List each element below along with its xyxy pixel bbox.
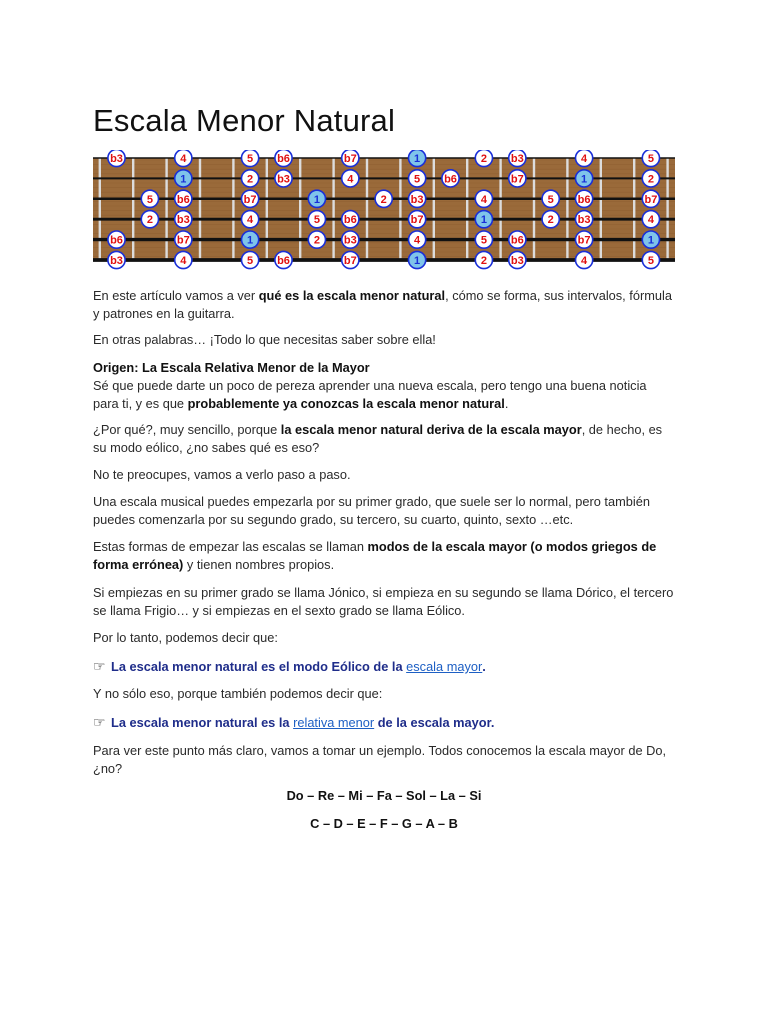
note-label: b3 [110,153,123,165]
note-label: 2 [146,214,153,227]
note-label: b7 [577,234,591,247]
note-label: 4 [480,193,487,206]
highlight-relative [93,713,675,732]
note-label: b3 [577,214,591,227]
note-label: 1 [414,255,421,267]
highlight-aeolian-end: . [482,659,486,674]
note-label: 5 [146,193,153,206]
note-label: 4 [581,153,588,165]
note-label: 2 [380,193,387,206]
note-label: b3 [510,255,524,267]
note-label: b7 [176,234,190,247]
note-label: b7 [343,255,357,267]
intro-text: En este artículo vamos a ver [93,288,259,303]
note-label: 1 [180,173,187,186]
note-label: b3 [410,193,424,206]
note-label: 5 [414,173,421,186]
highlight-aeolian-text: La escala menor natural es el modo Eólico de la [111,659,407,674]
why-bold: la escala menor natural deriva de la escala mayor [280,422,582,437]
note-label: 2 [480,255,487,267]
note-label: 2 [247,173,254,186]
note-label: 1 [647,234,654,247]
note-label: 1 [480,214,487,227]
note-label: b7 [644,193,658,206]
highlight-aeolian [93,657,675,676]
note-label: 4 [647,214,654,227]
origin-bold: probablemente ya conozcas la escala menor natural [187,396,505,411]
highlight-relative-end: de la escala mayor. [374,715,495,730]
paragraph-also: Y no sólo eso, porque también podemos decir que: [93,686,383,701]
paragraph-modes [93,538,675,574]
fretboard-diagram [93,150,675,270]
intro-bold: qué es la escala menor natural [258,288,446,303]
pointing-hand-icon: ☞ [93,658,106,674]
pointing-hand-icon: ☞ [93,714,106,730]
notes-letters [93,815,675,833]
notes-solfege-text: Do – Re – Mi – Fa – Sol – La – Si [286,788,482,803]
note-label: b3 [510,153,524,165]
paragraph-summary: En otras palabras… ¡Todo lo que necesitas saber sobre ella! [93,332,436,347]
modes-text-end: y tienen nombres propios. [183,557,335,572]
note-label: b7 [510,173,524,186]
why-text: ¿Por qué?, muy sencillo, porque [93,422,281,437]
note-label: b6 [577,193,591,206]
note-label: 5 [247,255,254,267]
note-label: 2 [480,153,487,165]
note-label: b7 [343,153,357,165]
page-title: Escala Menor Natural [93,103,396,138]
note-label: 4 [581,255,588,267]
note-label: b3 [110,255,123,267]
note-label: 1 [247,234,254,247]
intro-paragraph [93,287,675,323]
note-label: 2 [547,214,554,227]
note-label: 4 [180,153,187,165]
note-label: 1 [581,173,588,186]
note-label: 4 [414,234,421,247]
note-label: 5 [647,153,654,165]
note-label: 2 [313,234,320,247]
note-label: b6 [510,234,524,247]
note-label: 5 [480,234,487,247]
note-label: 1 [313,193,320,206]
highlight-relative-text: La escala menor natural es la [111,715,294,730]
note-label: b3 [343,234,357,247]
origin-text: Sé que puede darte un poco de pereza aprender una nueva escala, pero tengo una buena noticia para ti, y es que [93,378,647,411]
note-label: 2 [647,173,654,186]
note-label: 4 [247,214,254,227]
paragraph-mode-names: Si empiezas en su primer grado se llama Jónico, si empieza en su segundo se llama Dórico, el tercero se llama Frigio… y si empiezas en el sexto grado se llama Eólico. [93,585,674,618]
modes-text: Estas formas de empezar las escalas se llaman [93,539,368,554]
modes-bold: modos de la escala mayor (o modos griegos de forma errónea) [93,539,657,572]
note-label: b7 [410,214,424,227]
paragraph-scale-start: Una escala musical puedes empezarla por su primer grado, que suele ser lo normal, pero también puedes comenzarla por su segundo grado, su tercero, su cuarto, quinto, sexto …etc. [93,494,650,527]
paragraph-no-worries: No te preocupes, vamos a verlo paso a paso. [93,467,351,482]
note-label: b7 [243,193,257,206]
why-text-end: , de hecho, es su modo eólico, ¿no sabes qué es eso? [93,422,663,455]
notes-letters-text: C – D – E – F – G – A – B [310,816,458,831]
paragraph-example: Para ver este punto más claro, vamos a tomar un ejemplo. Todos conocemos la escala mayor de Do, ¿no? [93,743,667,776]
note-label: b6 [277,255,290,267]
link-escala-mayor[interactable]: escala mayor [406,659,483,674]
link-relativa-menor[interactable]: relativa menor [293,715,375,730]
origin-text-end: . [504,396,509,411]
intro-text-end: , cómo se forma, sus intervalos, fórmula y patrones en la guitarra. [93,288,672,321]
note-label: b6 [176,193,190,206]
note-label: b6 [444,173,457,186]
note-label: 5 [313,214,320,227]
note-label: b3 [176,214,190,227]
paragraph-therefore: Por lo tanto, podemos decir que: [93,630,278,645]
note-label: 4 [180,255,187,267]
note-label: 1 [414,153,421,165]
note-label: b6 [110,234,123,247]
paragraph-why [93,421,675,457]
note-label: b6 [277,153,290,165]
section-heading: Origen: La Escala Relativa Menor de la Mayor [93,360,370,375]
note-label: 5 [647,255,654,267]
section-origin [93,359,675,413]
note-label: 4 [347,173,354,186]
note-label: b3 [277,173,290,186]
note-label: b6 [343,214,357,227]
note-label: 5 [247,153,254,165]
note-label: 5 [547,193,554,206]
notes-solfege [93,787,675,805]
